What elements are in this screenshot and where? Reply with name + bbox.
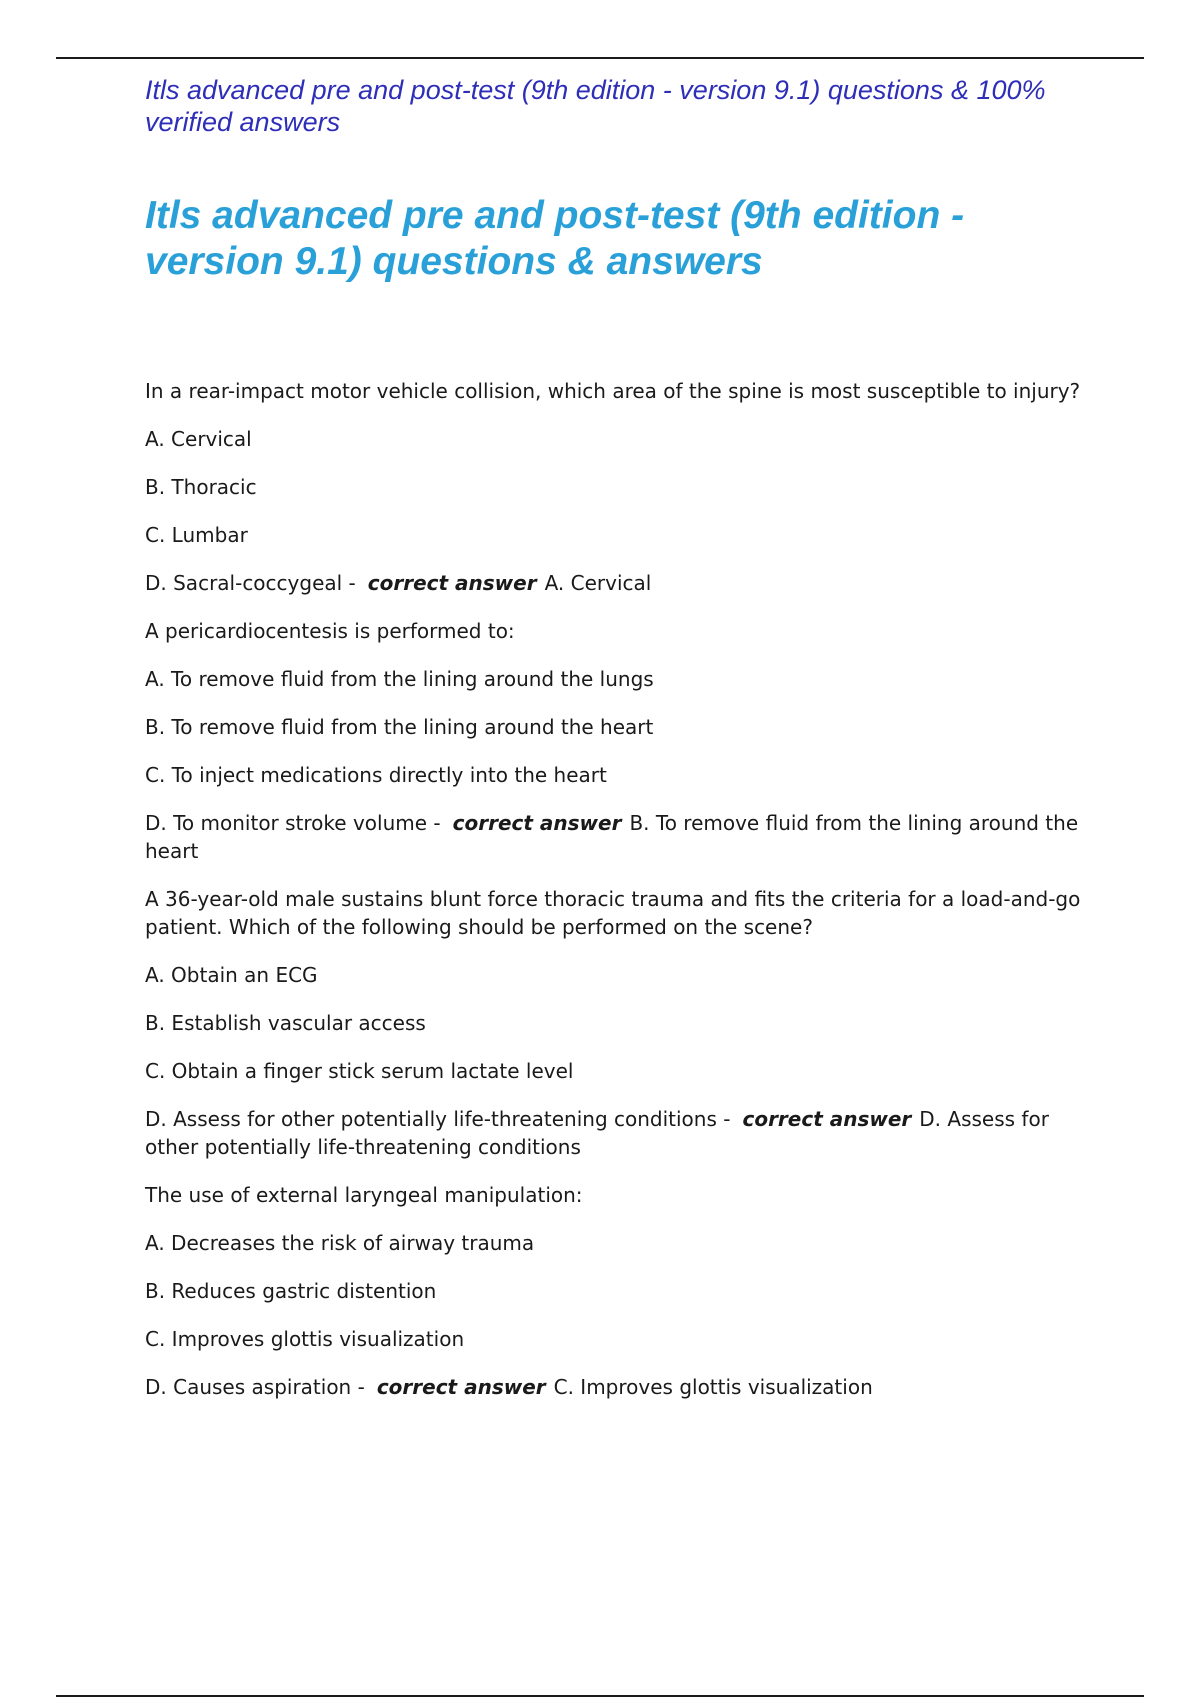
question-text: A 36-year-old male sustains blunt force thoracic trauma and fits the criteria for a load-and-go patient. Which of the following should be performed on the scene? [145,887,1081,939]
correct-answer-label: correct answer [376,1375,546,1399]
option-b: B. Reduces gastric distention [145,1279,437,1303]
option-d: D. To monitor stroke volume - [145,811,441,835]
correct-answer-label: correct answer [452,811,622,835]
question-text: The use of external laryngeal manipulation: [145,1183,583,1207]
option-c: C. Improves glottis visualization [145,1327,465,1351]
main-title: Itls advanced pre and post-test (9th edition - version 9.1) questions & answers [145,194,965,283]
question-text: A pericardiocentesis is performed to: [145,619,515,643]
option-d-with-answer [145,1105,1105,1161]
option-b: B. Establish vascular access [145,1011,426,1035]
option-d-with-answer [145,809,1105,865]
option-b: B. To remove fluid from the lining around the heart [145,715,654,739]
qa-list [145,377,1105,1401]
document-page [145,74,1105,1421]
correct-answer: B. To remove fluid from the lining around the heart [145,811,1079,863]
correct-answer-label: correct answer [367,571,537,595]
option-d-with-answer [145,569,1105,597]
top-rule [56,57,1144,59]
option-c: C. Obtain a finger stick serum lactate level [145,1059,574,1083]
option-c: C. Lumbar [145,523,248,547]
option-a: A. Decreases the risk of airway trauma [145,1231,535,1255]
option-d-with-answer [145,1373,1105,1401]
option-d: D. Causes aspiration - [145,1375,365,1399]
option-a: A. To remove fluid from the lining around the lungs [145,667,654,691]
question-text: In a rear-impact motor vehicle collision, which area of the spine is most susceptible to injury? [145,379,1081,403]
option-d: D. Sacral-coccygeal - [145,571,356,595]
option-b: B. Thoracic [145,475,257,499]
option-c: C. To inject medications directly into the heart [145,763,607,787]
correct-answer: C. Improves glottis visualization [553,1375,873,1399]
correct-answer-label: correct answer [742,1107,912,1131]
option-d: D. Assess for other potentially life-threatening conditions - [145,1107,731,1131]
correct-answer: A. Cervical [544,571,652,595]
correct-answer: D. Assess for other potentially life-threatening conditions [145,1107,1049,1159]
option-a: A. Obtain an ECG [145,963,318,987]
header-title: Itls advanced pre and post-test (9th edition - version 9.1) questions & 100% verified answers [145,75,1046,137]
option-a: A. Cervical [145,427,252,451]
bottom-rule [56,1695,1144,1697]
